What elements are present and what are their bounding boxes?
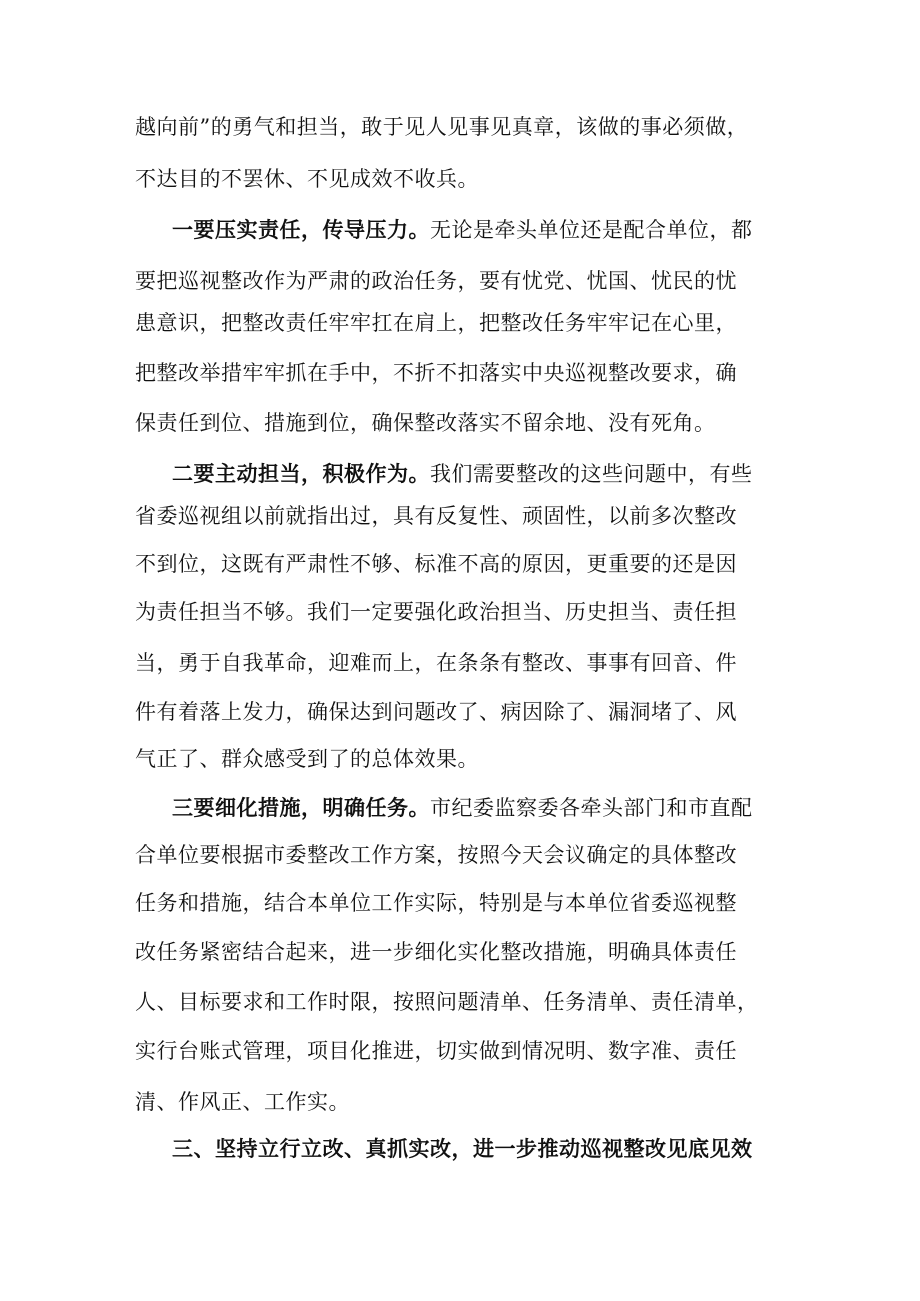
- text-line: 把整改举措牢牢抓在手中，不折不扣落实中央巡视整改要求，确: [135, 361, 737, 385]
- section-heading: 三、坚持立行立改、真抓实改，进一步推动巡视整改见底见效: [172, 1136, 753, 1161]
- text-line: 人、目标要求和工作时限，按照问题清单、任务清单、责任清单，: [135, 990, 759, 1014]
- text-line: 不达目的不罢休、不见成效不收兵。: [135, 167, 479, 191]
- text-line: 当，勇于自我革命，迎难而上，在条条有整改、事事有回音、件: [135, 651, 737, 675]
- text-line: 件有着落上发力，确保达到问题改了、病因除了、漏洞堵了、风: [135, 700, 737, 724]
- paragraph-heading: 一要压实责任，传导压力。: [172, 217, 430, 242]
- paragraph-first-line: [172, 459, 795, 489]
- text-line: 省委巡视组以前就指出过，具有反复性、顽固性，以前多次整改: [135, 504, 737, 528]
- paragraph-heading: 三要细化措施，明确任务。: [172, 795, 430, 820]
- text-line: 清、作风正、工作实。: [135, 1090, 350, 1114]
- paragraph-text: 我们需要整改的这些问题中，有些: [430, 462, 753, 486]
- paragraph-heading: 二要主动担当，积极作为。: [172, 461, 430, 486]
- text-line: 改任务紧密结合起来，进一步细化实化整改措施，明确具体责任: [135, 940, 737, 964]
- paragraph-text: 市纪委监察委各牵头部门和市直配: [430, 796, 753, 820]
- text-line: 患意识，把整改责任牢牢扛在肩上，把整改任务牢牢记在心里，: [135, 311, 737, 335]
- paragraph-text: 无论是牵头单位还是配合单位，都: [430, 218, 753, 242]
- text-line: 不到位，这既有严肃性不够、标准不高的原因，更重要的还是因: [135, 552, 737, 576]
- text-line: 气正了、群众感受到了的总体效果。: [135, 747, 479, 771]
- text-line: 合单位要根据市委整改工作方案，按照今天会议确定的具体整改: [135, 843, 737, 867]
- paragraph-first-line: [172, 215, 795, 245]
- text-line: 越向前”的勇气和担当，敢于见人见事见真章，该做的事必须做，: [135, 115, 749, 139]
- text-line: 任务和措施，结合本单位工作实际，特别是与本单位省委巡视整: [135, 891, 737, 915]
- paragraph-first-line: [172, 793, 795, 823]
- text-line: 保责任到位、措施到位，确保整改落实不留余地、没有死角。: [135, 411, 716, 435]
- text-line: 要把巡视整改作为严肃的政治任务，要有忧党、忧国、忧民的忧: [135, 269, 737, 293]
- text-line: 实行台账式管理，项目化推进，切实做到情况明、数字准、责任: [135, 1039, 737, 1063]
- text-line: 为责任担当不够。我们一定要强化政治担当、历史担当、责任担: [135, 600, 737, 624]
